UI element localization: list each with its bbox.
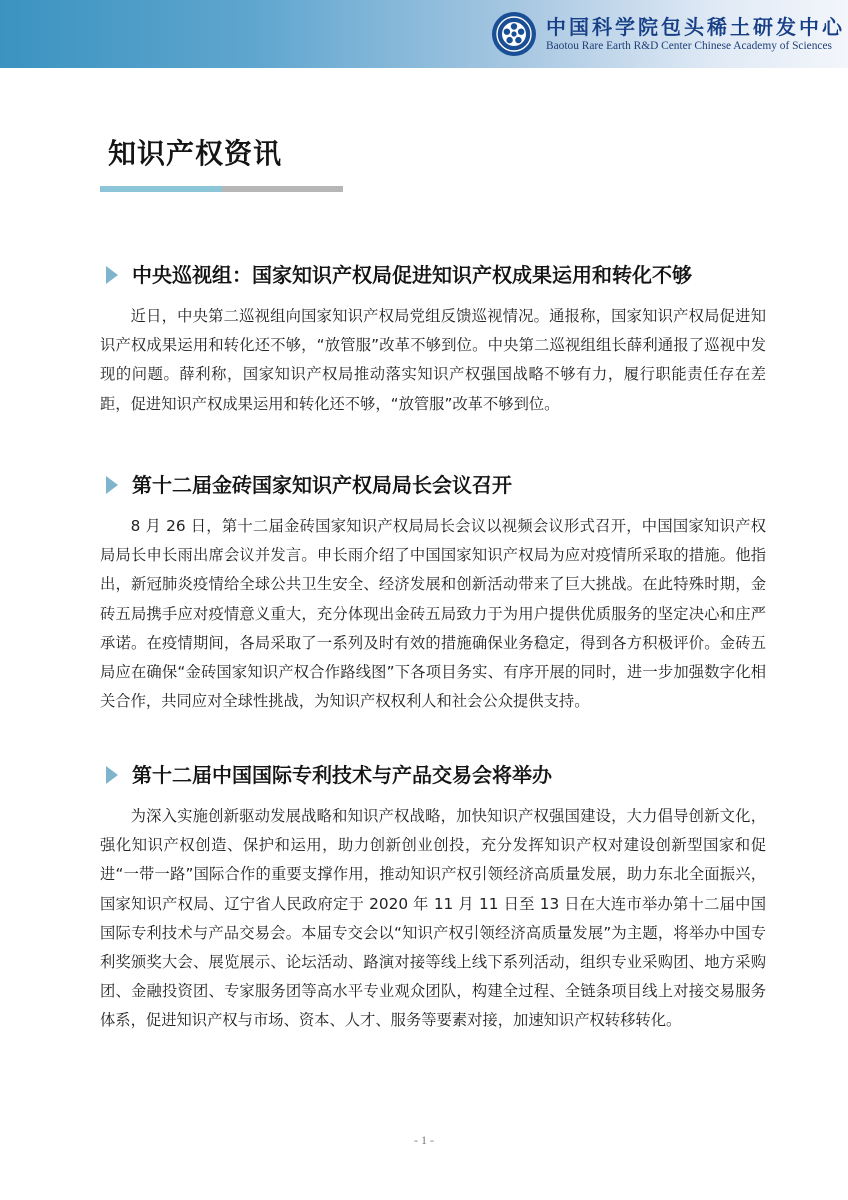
news-item [100, 468, 766, 716]
triangle-bullet-icon [106, 766, 118, 784]
news-body: 近日，中央第二巡视组向国家知识产权局党组反馈巡视情况。通报称，国家知识产权局促进知识产权成果运用和转化还不够，“放管服”改革不够到位。中央第二巡视组组长薛利通报了巡视中发现的问题。薛利称，国家知识产权局推动落实知识产权强国战略不够有力，履行职能责任存在差距，促进知识产权成果运用和转化还不够，“放管服”改革不够到位。 [100, 307, 766, 413]
news-headline [100, 758, 766, 792]
org-name-cn: 中国科学院包头稀土研发中心 [546, 15, 845, 39]
news-body: 8 月 26 日，第十二届金砖国家知识产权局局长会议以视频会议形式召开，中国国家知识产权局局长申长雨出席会议并发言。申长雨介绍了中国国家知识产权局为应对疫情所采取的措施。他指出，新冠肺炎疫情给全球公共卫生安全、经济发展和创新活动带来了巨大挑战。在此特殊时期，金砖五局携手应对疫情意义重大，充分体现出金砖五局致力于为用户提供优质服务的坚定决心和庄严承诺。在疫情期间，各局采取了一系列及时有效的措施确保业务稳定，得到各方积极评价。金砖五局应在确保“金砖国家知识产权合作路线图”下各项目务实、有序开展的同时，进一步加强数字化相关合作，共同应对全球性挑战，为知识产权权利人和社会公众提供支持。 [100, 517, 766, 711]
org-name-en: Baotou Rare Earth R&D Center Chinese Academy of Sciences [546, 40, 832, 52]
title-underline [100, 186, 343, 192]
title-underline-gray [222, 186, 343, 192]
triangle-bullet-icon [106, 266, 118, 284]
news-headline-text: 第十二届中国国际专利技术与产品交易会将举办 [132, 763, 552, 787]
org-logo [492, 12, 845, 56]
news-headline-text: 第十二届金砖国家知识产权局局长会议召开 [132, 473, 512, 497]
page-number: - 1 - [414, 1133, 434, 1147]
news-headline [100, 468, 766, 502]
section-title: 知识产权资讯 [108, 137, 283, 170]
news-body: 为深入实施创新驱动发展战略和知识产权战略，加快知识产权强国建设，大力倡导创新文化，强化知识产权创造、保护和运用，助力创新创业创投，充分发挥知识产权对建设创新型国家和促进“一带一路”国际合作的重要支撑作用，推动知识产权引领经济高质量发展，助力东北全面振兴，国家知识产权局、辽宁省人民政府定于 2020 年 11 月 11 日至 13 日在大连市举办第十二届中国国际专利技术与产品交易会。本届专交会以“知识产权引领经济高质量发展”为主题，将举办中国专利奖颁奖大会、展览展示、论坛活动、路演对接等线上线下系列活动，组织专业采购团、地方采购团、金融投资团、专家服务团等高水平专业观众团队，构建全过程、全链条项目线上对接交易服务体系，促进知识产权与市场、资本、人才、服务等要素对接，加速知识产权转移转化。 [100, 807, 766, 1030]
news-item [100, 758, 766, 1036]
news-headline-text: 中央巡视组：国家知识产权局促进知识产权成果运用和转化不够 [132, 263, 692, 287]
news-headline [100, 258, 766, 292]
title-underline-accent [100, 186, 222, 192]
triangle-bullet-icon [106, 476, 118, 494]
news-item [100, 258, 766, 419]
academy-emblem-icon [492, 12, 536, 56]
